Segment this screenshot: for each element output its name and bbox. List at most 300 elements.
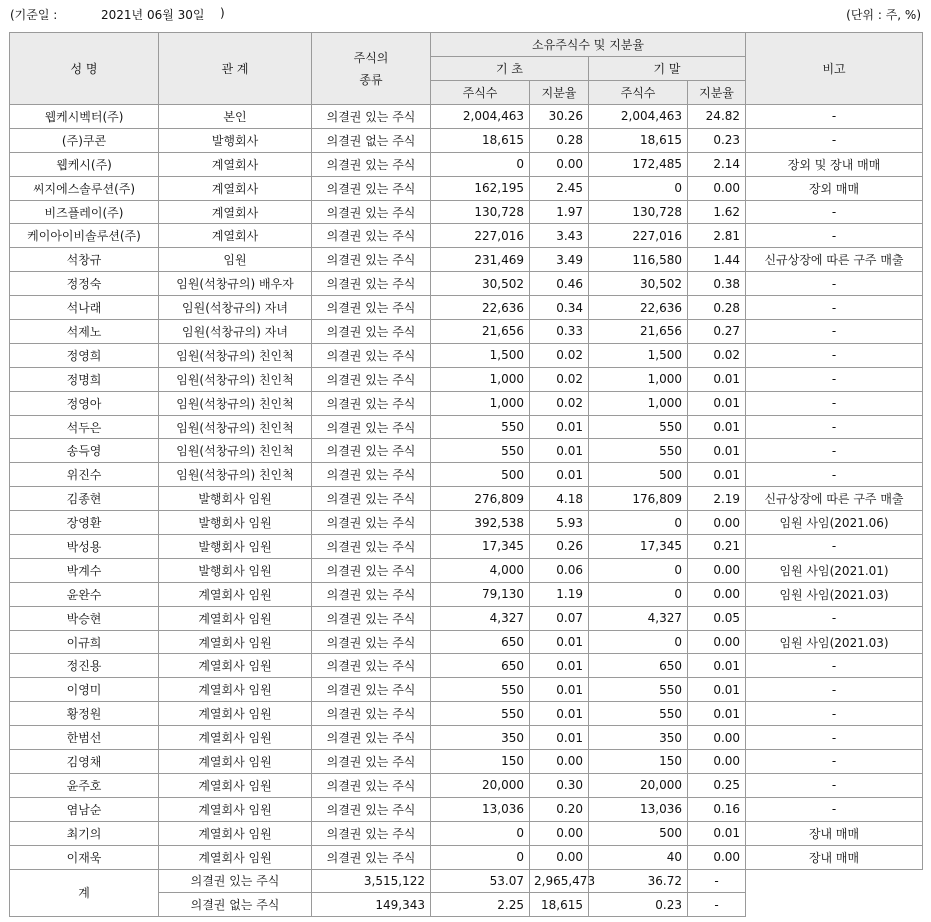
table-row [10,582,923,606]
cell-end-ratio: 0.00 [688,845,746,869]
cell-name: 송득영 [10,439,159,463]
cell-end-shares: 227,016 [589,224,688,248]
cell-stock-type: 의결권 있는 주식 [312,821,431,845]
cell-relation: 계열회사 임원 [159,702,312,726]
basis-date-close: ) [220,6,225,20]
table-row [10,200,923,224]
table-row [10,845,923,869]
table-header [10,33,923,105]
cell-relation: 발행회사 임원 [159,487,312,511]
cell-begin-shares: 0 [431,152,530,176]
cell-begin-shares: 650 [431,630,530,654]
cell-begin-ratio: 0.06 [530,558,589,582]
cell-stock-type: 의결권 있는 주식 [312,582,431,606]
cell-begin-shares: 350 [431,726,530,750]
cell-end-shares: 500 [589,821,688,845]
total-type: 의결권 있는 주식 [159,869,312,893]
cell-begin-shares: 18,615 [431,128,530,152]
cell-end-shares: 650 [589,654,688,678]
cell-end-ratio: 0.01 [688,821,746,845]
cell-end-shares: 4,327 [589,606,688,630]
cell-name: 염남순 [10,797,159,821]
cell-end-ratio: 0.00 [688,176,746,200]
cell-begin-shares: 2,004,463 [431,105,530,129]
cell-begin-ratio: 0.00 [530,750,589,774]
cell-remarks: - [746,343,923,367]
cell-begin-shares: 21,656 [431,320,530,344]
table-row [10,654,923,678]
cell-stock-type: 의결권 있는 주식 [312,750,431,774]
cell-remarks: - [746,750,923,774]
cell-remarks: 장외 및 장내 매매 [746,152,923,176]
cell-remarks: - [746,463,923,487]
table-row [10,248,923,272]
cell-end-ratio: 0.00 [688,750,746,774]
cell-end-ratio: 0.00 [688,582,746,606]
total-begin-ratio: 2.25 [431,893,530,917]
cell-stock-type: 의결권 있는 주식 [312,511,431,535]
cell-stock-type: 의결권 있는 주식 [312,702,431,726]
col-holdings-group: 소유주식수 및 지분율 [431,33,746,57]
cell-relation: 계열회사 임원 [159,845,312,869]
cell-relation: 임원(석창규의) 자녀 [159,320,312,344]
cell-begin-ratio: 0.07 [530,606,589,630]
basis-date-value: 2021년 06월 30일 [101,8,205,22]
cell-begin-shares: 150 [431,750,530,774]
cell-begin-ratio: 0.46 [530,272,589,296]
cell-remarks: - [746,391,923,415]
cell-begin-ratio: 0.01 [530,702,589,726]
cell-begin-shares: 550 [431,678,530,702]
cell-stock-type: 의결권 있는 주식 [312,367,431,391]
table-body [10,105,923,870]
cell-begin-ratio: 0.00 [530,845,589,869]
cell-stock-type: 의결권 있는 주식 [312,176,431,200]
cell-begin-ratio: 0.01 [530,678,589,702]
cell-relation: 발행회사 임원 [159,558,312,582]
cell-remarks: - [746,200,923,224]
cell-end-shares: 116,580 [589,248,688,272]
col-stock-type: 주식의 종류 [312,33,431,105]
cell-end-shares: 0 [589,582,688,606]
total-end-ratio: 36.72 [589,869,688,893]
cell-end-ratio: 0.21 [688,535,746,559]
cell-begin-ratio: 1.97 [530,200,589,224]
table-row [10,367,923,391]
cell-remarks: 신규상장에 따른 구주 매출 [746,248,923,272]
cell-begin-shares: 231,469 [431,248,530,272]
cell-begin-shares: 1,000 [431,367,530,391]
cell-begin-ratio: 30.26 [530,105,589,129]
cell-end-shares: 1,000 [589,367,688,391]
cell-name: 이영미 [10,678,159,702]
cell-end-ratio: 0.00 [688,630,746,654]
cell-begin-shares: 227,016 [431,224,530,248]
cell-name: 한범선 [10,726,159,750]
total-begin-ratio: 53.07 [431,869,530,893]
total-end-ratio: 0.23 [589,893,688,917]
cell-end-shares: 550 [589,415,688,439]
cell-end-ratio: 0.28 [688,296,746,320]
cell-remarks: 장내 매매 [746,845,923,869]
cell-begin-ratio: 3.49 [530,248,589,272]
cell-stock-type: 의결권 있는 주식 [312,224,431,248]
table-row [10,272,923,296]
cell-name: 씨지에스솔루션(주) [10,176,159,200]
cell-end-shares: 20,000 [589,773,688,797]
cell-end-shares: 0 [589,558,688,582]
cell-end-ratio: 0.01 [688,391,746,415]
cell-relation: 발행회사 임원 [159,511,312,535]
cell-stock-type: 의결권 있는 주식 [312,726,431,750]
cell-relation: 계열회사 [159,224,312,248]
cell-end-ratio: 2.81 [688,224,746,248]
cell-end-ratio: 1.62 [688,200,746,224]
cell-stock-type: 의결권 있는 주식 [312,152,431,176]
cell-begin-shares: 13,036 [431,797,530,821]
cell-remarks: 임원 사임(2021.06) [746,511,923,535]
cell-remarks: - [746,296,923,320]
cell-end-ratio: 0.01 [688,463,746,487]
cell-end-shares: 18,615 [589,128,688,152]
cell-end-shares: 350 [589,726,688,750]
cell-begin-ratio: 5.93 [530,511,589,535]
table-total [10,869,923,917]
cell-relation: 임원(석창규의) 친인척 [159,367,312,391]
cell-name: 최기의 [10,821,159,845]
cell-remarks: - [746,105,923,129]
cell-end-ratio: 24.82 [688,105,746,129]
cell-relation: 계열회사 임원 [159,773,312,797]
cell-remarks: - [746,797,923,821]
total-remarks: - [688,893,746,917]
cell-end-ratio: 0.01 [688,367,746,391]
cell-end-ratio: 0.00 [688,726,746,750]
cell-relation: 발행회사 임원 [159,535,312,559]
cell-relation: 계열회사 [159,200,312,224]
col-begin-ratio: 지분율 [530,81,589,105]
cell-name: 정정숙 [10,272,159,296]
cell-end-shares: 500 [589,463,688,487]
total-end-shares: 18,615 [530,893,589,917]
cell-begin-ratio: 0.02 [530,391,589,415]
cell-begin-shares: 4,327 [431,606,530,630]
cell-name: 윤완수 [10,582,159,606]
cell-remarks: - [746,535,923,559]
cell-stock-type: 의결권 있는 주식 [312,320,431,344]
cell-end-shares: 550 [589,702,688,726]
cell-end-shares: 22,636 [589,296,688,320]
table-row [10,558,923,582]
cell-stock-type: 의결권 있는 주식 [312,535,431,559]
table-row [10,606,923,630]
cell-end-ratio: 2.19 [688,487,746,511]
cell-name: 이규희 [10,630,159,654]
cell-relation: 임원(석창규의) 친인척 [159,439,312,463]
cell-begin-shares: 650 [431,654,530,678]
cell-end-shares: 550 [589,439,688,463]
cell-end-shares: 21,656 [589,320,688,344]
cell-relation: 계열회사 임원 [159,821,312,845]
cell-end-ratio: 0.01 [688,415,746,439]
cell-end-shares: 30,502 [589,272,688,296]
cell-relation: 발행회사 [159,128,312,152]
table-row [10,176,923,200]
cell-end-ratio: 0.02 [688,343,746,367]
total-type: 의결권 없는 주식 [159,893,312,917]
cell-name: 정명희 [10,367,159,391]
col-remarks: 비고 [746,33,923,105]
unit-label: (단위 : 주, %) [846,8,921,22]
cell-end-shares: 2,004,463 [589,105,688,129]
cell-remarks: - [746,128,923,152]
cell-remarks: - [746,702,923,726]
cell-begin-shares: 1,500 [431,343,530,367]
cell-begin-ratio: 0.01 [530,726,589,750]
cell-remarks: 장내 매매 [746,821,923,845]
table-row [10,415,923,439]
cell-end-ratio: 0.27 [688,320,746,344]
table-row [10,773,923,797]
cell-remarks: - [746,320,923,344]
cell-relation: 계열회사 임원 [159,726,312,750]
cell-name: 석창규 [10,248,159,272]
cell-begin-shares: 20,000 [431,773,530,797]
cell-end-shares: 1,500 [589,343,688,367]
basis-date-label: (기준일 : [10,8,58,22]
cell-remarks: 장외 매매 [746,176,923,200]
cell-stock-type: 의결권 있는 주식 [312,391,431,415]
cell-name: 박승현 [10,606,159,630]
cell-begin-shares: 550 [431,415,530,439]
cell-begin-ratio: 3.43 [530,224,589,248]
col-begin: 기 초 [431,57,589,81]
cell-stock-type: 의결권 없는 주식 [312,128,431,152]
col-begin-shares: 주식수 [431,81,530,105]
cell-end-shares: 550 [589,678,688,702]
cell-name: 석나래 [10,296,159,320]
cell-begin-ratio: 0.00 [530,821,589,845]
cell-name: 이재욱 [10,845,159,869]
cell-relation: 계열회사 임원 [159,797,312,821]
cell-relation: 계열회사 임원 [159,678,312,702]
table-row [10,821,923,845]
cell-stock-type: 의결권 있는 주식 [312,845,431,869]
cell-name: 윤주호 [10,773,159,797]
cell-end-shares: 40 [589,845,688,869]
cell-begin-shares: 0 [431,821,530,845]
cell-begin-shares: 30,502 [431,272,530,296]
cell-begin-shares: 4,000 [431,558,530,582]
cell-remarks: - [746,224,923,248]
cell-begin-ratio: 0.30 [530,773,589,797]
cell-end-ratio: 2.14 [688,152,746,176]
cell-begin-ratio: 0.01 [530,630,589,654]
cell-begin-shares: 22,636 [431,296,530,320]
cell-end-shares: 17,345 [589,535,688,559]
cell-name: 김종현 [10,487,159,511]
table-row [10,678,923,702]
cell-end-ratio: 0.01 [688,654,746,678]
cell-begin-ratio: 2.45 [530,176,589,200]
cell-begin-ratio: 0.26 [530,535,589,559]
cell-remarks: - [746,726,923,750]
cell-begin-ratio: 0.02 [530,343,589,367]
cell-end-shares: 0 [589,176,688,200]
cell-remarks: 임원 사임(2021.03) [746,582,923,606]
cell-end-shares: 130,728 [589,200,688,224]
cell-end-ratio: 1.44 [688,248,746,272]
report-header [10,6,921,22]
cell-name: 정진용 [10,654,159,678]
cell-stock-type: 의결권 있는 주식 [312,558,431,582]
cell-name: 정영아 [10,391,159,415]
cell-relation: 임원(석창규의) 친인척 [159,415,312,439]
col-end: 기 말 [589,57,746,81]
table-row [10,463,923,487]
cell-stock-type: 의결권 있는 주식 [312,630,431,654]
cell-end-shares: 1,000 [589,391,688,415]
cell-relation: 본인 [159,105,312,129]
table-row [10,750,923,774]
table-row [10,487,923,511]
cell-relation: 임원(석창규의) 친인척 [159,343,312,367]
cell-begin-shares: 392,538 [431,511,530,535]
cell-stock-type: 의결권 있는 주식 [312,415,431,439]
cell-end-shares: 0 [589,511,688,535]
cell-remarks: 임원 사임(2021.01) [746,558,923,582]
cell-begin-ratio: 0.02 [530,367,589,391]
cell-begin-ratio: 0.34 [530,296,589,320]
cell-begin-shares: 276,809 [431,487,530,511]
cell-stock-type: 의결권 있는 주식 [312,797,431,821]
cell-name: 황정원 [10,702,159,726]
table-row [10,511,923,535]
table-row [10,391,923,415]
cell-name: 정영희 [10,343,159,367]
total-begin-shares: 149,343 [312,893,431,917]
cell-begin-shares: 0 [431,845,530,869]
cell-stock-type: 의결권 있는 주식 [312,606,431,630]
cell-remarks: 임원 사임(2021.03) [746,630,923,654]
cell-begin-ratio: 0.00 [530,152,589,176]
cell-remarks: - [746,773,923,797]
table-row [10,439,923,463]
cell-relation: 임원(석창규의) 배우자 [159,272,312,296]
cell-relation: 임원(석창규의) 친인척 [159,391,312,415]
table-row [10,320,923,344]
cell-remarks: - [746,678,923,702]
cell-begin-ratio: 0.33 [530,320,589,344]
cell-end-ratio: 0.16 [688,797,746,821]
table-row [10,797,923,821]
table-row [10,152,923,176]
cell-stock-type: 의결권 있는 주식 [312,654,431,678]
cell-relation: 임원 [159,248,312,272]
table-row [10,296,923,320]
table-row [10,702,923,726]
col-end-shares: 주식수 [589,81,688,105]
cell-stock-type: 의결권 있는 주식 [312,272,431,296]
cell-end-ratio: 0.01 [688,678,746,702]
cell-stock-type: 의결권 있는 주식 [312,200,431,224]
cell-stock-type: 의결권 있는 주식 [312,343,431,367]
total-remarks: - [688,869,746,893]
cell-relation: 계열회사 임원 [159,606,312,630]
cell-begin-ratio: 0.20 [530,797,589,821]
cell-end-shares: 172,485 [589,152,688,176]
cell-relation: 계열회사 임원 [159,750,312,774]
cell-name: 박성용 [10,535,159,559]
total-begin-shares: 3,515,122 [312,869,431,893]
cell-stock-type: 의결권 있는 주식 [312,105,431,129]
cell-end-ratio: 0.38 [688,272,746,296]
cell-stock-type: 의결권 있는 주식 [312,678,431,702]
cell-name: 석제노 [10,320,159,344]
cell-name: 비즈플레이(주) [10,200,159,224]
cell-remarks: - [746,415,923,439]
cell-relation: 계열회사 임원 [159,582,312,606]
cell-begin-ratio: 0.01 [530,654,589,678]
cell-name: 위진수 [10,463,159,487]
total-end-shares: 2,965,473 [530,869,589,893]
cell-begin-shares: 130,728 [431,200,530,224]
cell-name: 웹케시벡터(주) [10,105,159,129]
table-row [10,535,923,559]
cell-stock-type: 의결권 있는 주식 [312,248,431,272]
cell-end-ratio: 0.23 [688,128,746,152]
cell-remarks: - [746,272,923,296]
cell-begin-shares: 17,345 [431,535,530,559]
shareholding-table [9,32,923,917]
cell-stock-type: 의결권 있는 주식 [312,296,431,320]
cell-relation: 계열회사 [159,176,312,200]
cell-relation: 계열회사 임원 [159,630,312,654]
table-row [10,128,923,152]
cell-end-ratio: 0.00 [688,511,746,535]
table-row [10,224,923,248]
cell-begin-shares: 500 [431,463,530,487]
cell-end-ratio: 0.01 [688,702,746,726]
cell-remarks: 신규상장에 따른 구주 매출 [746,487,923,511]
cell-name: 김영채 [10,750,159,774]
cell-remarks: - [746,606,923,630]
cell-remarks: - [746,439,923,463]
cell-end-ratio: 0.00 [688,558,746,582]
cell-remarks: - [746,367,923,391]
cell-end-ratio: 0.01 [688,439,746,463]
cell-begin-ratio: 1.19 [530,582,589,606]
cell-remarks: - [746,654,923,678]
cell-relation: 임원(석창규의) 자녀 [159,296,312,320]
cell-begin-shares: 550 [431,702,530,726]
cell-end-shares: 176,809 [589,487,688,511]
cell-begin-ratio: 0.01 [530,439,589,463]
col-relation: 관 계 [159,33,312,105]
cell-end-ratio: 0.25 [688,773,746,797]
table-row [10,343,923,367]
cell-begin-shares: 1,000 [431,391,530,415]
cell-stock-type: 의결권 있는 주식 [312,487,431,511]
table-row [10,630,923,654]
cell-begin-shares: 79,130 [431,582,530,606]
cell-begin-ratio: 0.01 [530,415,589,439]
total-row [10,869,923,893]
cell-name: 석두은 [10,415,159,439]
cell-name: 웹케시(주) [10,152,159,176]
cell-stock-type: 의결권 있는 주식 [312,773,431,797]
cell-end-shares: 0 [589,630,688,654]
